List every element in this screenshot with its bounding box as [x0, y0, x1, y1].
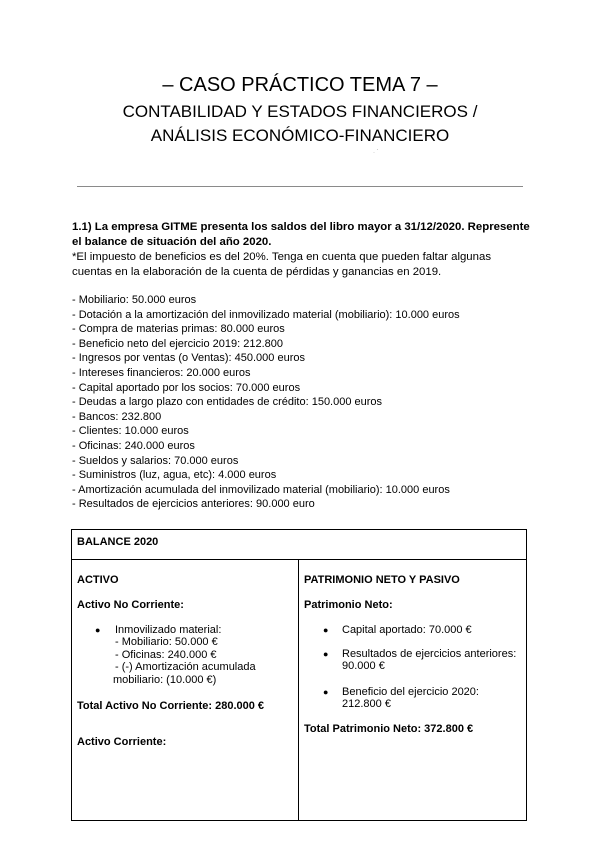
list-item: - Ingresos por ventas (o Ventas): 450.000 euros	[72, 352, 305, 365]
amortizacion-line2: mobiliario: (10.000 €)	[113, 673, 217, 686]
balance-sheet-table	[71, 529, 527, 821]
pasivo-column	[299, 560, 527, 821]
beneficio-block	[342, 686, 522, 711]
resultados-block	[342, 648, 524, 673]
activo-no-corriente-label: Activo No Corriente:	[77, 599, 184, 611]
exercise-statement	[72, 220, 532, 280]
amortizacion-line1: - (-) Amortización acumulada	[115, 661, 256, 674]
list-item: - Bancos: 232.800	[72, 410, 162, 423]
mobiliario-value: - Mobiliario: 50.000 €	[115, 636, 218, 649]
beneficio-line2: 212.800 €	[342, 698, 391, 711]
total-activo-no-corriente: Total Activo No Corriente: 280.000 €	[77, 700, 265, 712]
exercise-heading: 1.1) La empresa GITME presenta los saldos del libro mayor a 31/12/2020. Represente el balance de situación del año 2020.	[72, 221, 530, 248]
activo-column	[72, 560, 299, 821]
list-item: - Resultados de ejercicios anteriores: 90.000 euro	[72, 498, 315, 511]
list-item: - Clientes: 10.000 euros	[72, 425, 189, 438]
list-item: - Beneficio neto del ejercicio 2019: 212.800	[72, 337, 283, 350]
beneficio-line1: Beneficio del ejercicio 2020:	[342, 686, 479, 698]
balance-title: BALANCE 2020	[72, 530, 527, 560]
document-subtitle-line2: ANÁLISIS ECONÓMICO-FINANCIERO	[150, 126, 450, 145]
bullet-icon: ●	[323, 687, 329, 697]
list-item: - Dotación a la amortización del inmovilizado material (mobiliario): 10.000 euros	[72, 308, 460, 321]
inmovilizado-label: Inmovilizado material:	[115, 624, 222, 636]
pasivo-heading: PATRIMONIO NETO Y PASIVO	[304, 574, 460, 586]
list-item: - Deudas a largo plazo con entidades de crédito: 150.000 euros	[72, 396, 383, 409]
exercise-note: *El impuesto de beneficios es del 20%. Tenga en cuenta que pueden faltar algunas cuentas en la elaboración de la cuenta de pérdidas y ganancias en 2019.	[72, 251, 492, 278]
list-item: - Capital aportado por los socios: 70.000 euros	[72, 381, 301, 394]
document-subtitle-line1: CONTABILIDAD Y ESTADOS FINANCIEROS /	[122, 102, 478, 121]
decorative-mark: · ´	[373, 150, 379, 156]
capital-value: Capital aportado: 70.000 €	[342, 624, 472, 636]
activo-heading: ACTIVO	[77, 574, 119, 586]
total-patrimonio-neto: Total Patrimonio Neto: 372.800 €	[304, 723, 474, 735]
list-item: - Amortización acumulada del inmovilizado material (mobiliario): 10.000 euros	[72, 483, 450, 496]
horizontal-divider	[77, 186, 523, 187]
bullet-icon: ●	[95, 625, 101, 635]
account-balances-list	[72, 293, 532, 512]
document-title: – CASO PRÁCTICO TEMA 7 –	[162, 74, 438, 96]
list-item: - Suministros (luz, agua, etc): 4.000 euros	[72, 469, 277, 482]
resultados-line2: 90.000 €	[342, 660, 385, 673]
patrimonio-neto-label: Patrimonio Neto:	[304, 599, 393, 611]
oficinas-value: - Oficinas: 240.000 €	[115, 648, 217, 661]
list-item: - Mobiliario: 50.000 euros	[72, 294, 197, 306]
list-item: - Oficinas: 240.000 euros	[72, 439, 195, 452]
resultados-line1: Resultados de ejercicios anteriores:	[342, 648, 517, 660]
bullet-icon: ●	[323, 649, 329, 659]
list-item: - Intereses financieros: 20.000 euros	[72, 366, 251, 379]
bullet-icon: ●	[323, 625, 329, 635]
list-item: - Compra de materias primas: 80.000 euros	[72, 323, 285, 336]
inmovilizado-block	[115, 624, 295, 686]
list-item: - Sueldos y salarios: 70.000 euros	[72, 454, 239, 467]
activo-corriente-label: Activo Corriente:	[77, 736, 167, 748]
